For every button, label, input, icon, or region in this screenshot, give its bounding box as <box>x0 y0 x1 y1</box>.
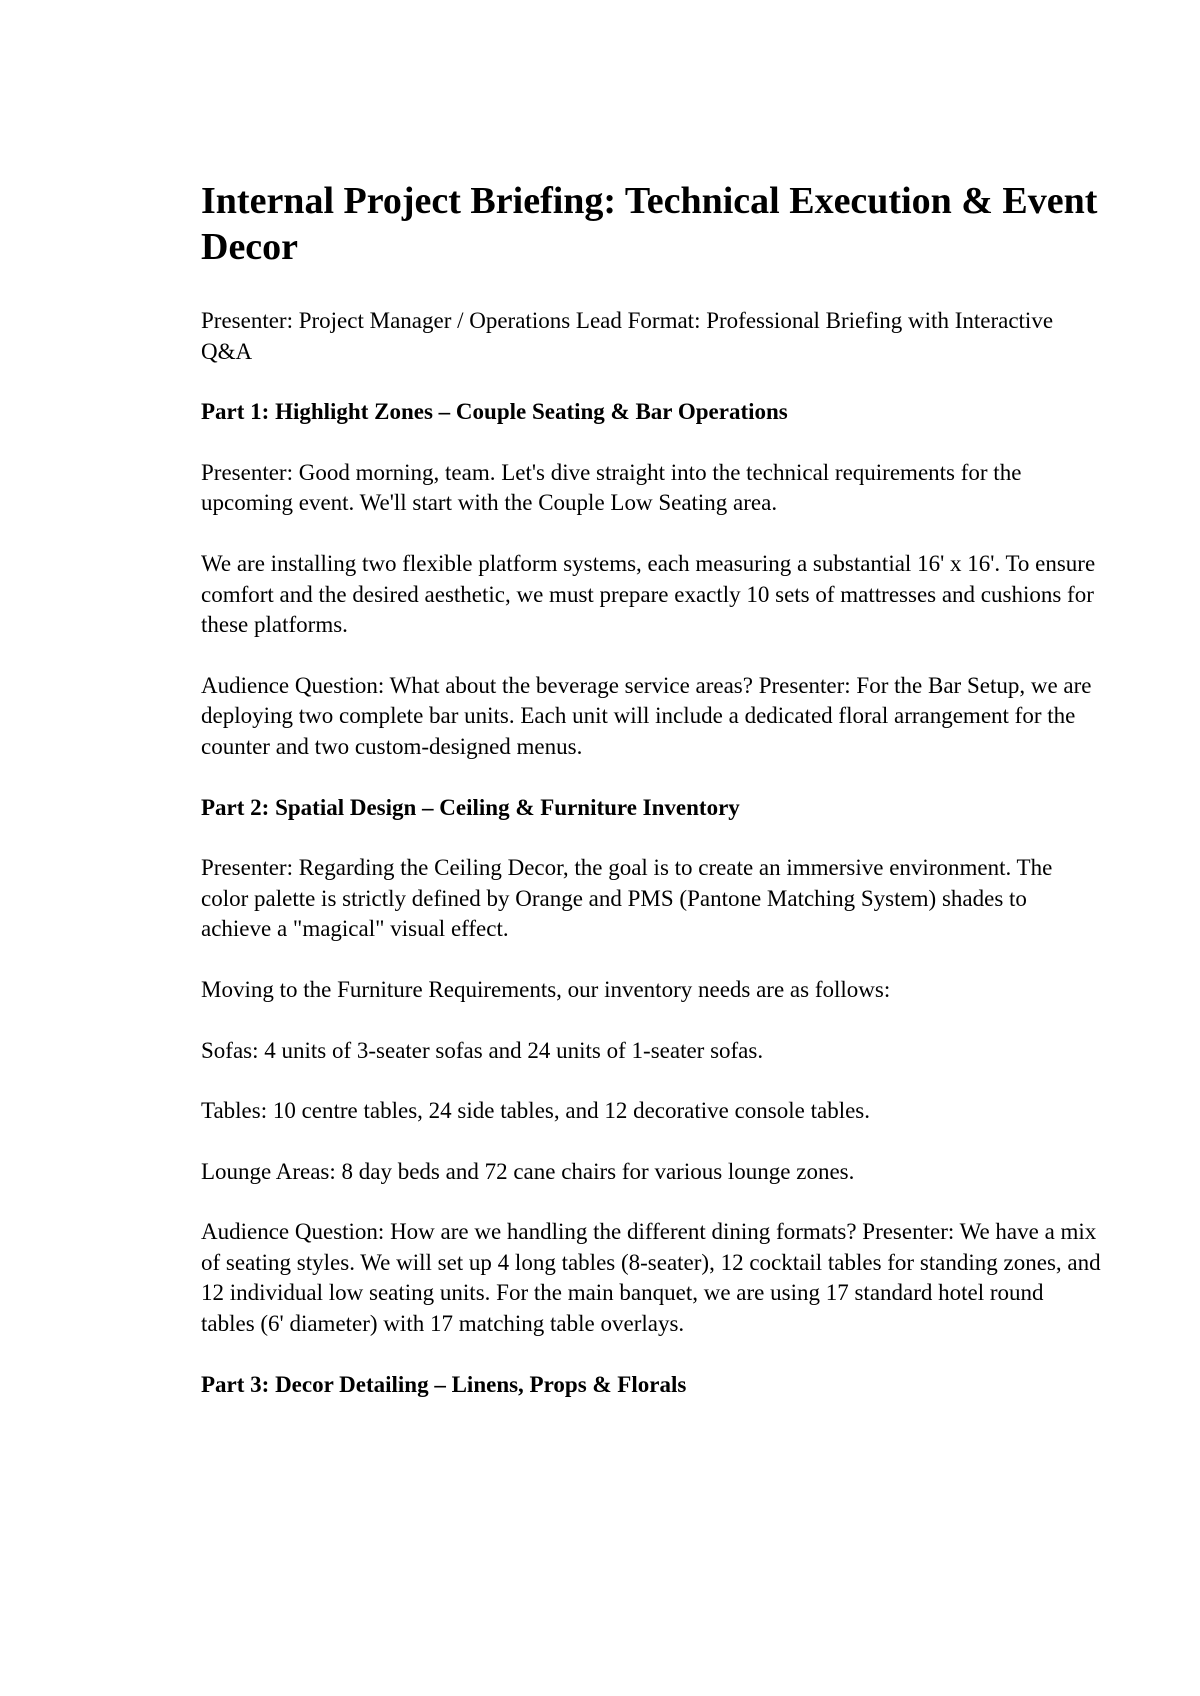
part2-paragraph-lounge: Lounge Areas: 8 day beds and 72 cane chairs for various lounge zones. <box>201 1158 855 1184</box>
part2-paragraph-tables: Tables: 10 centre tables, 24 side tables, and 12 decorative console tables. <box>201 1098 870 1124</box>
part1-paragraph-3: Audience Question: What about the beverage service areas? Presenter: For the Bar Setup, we are deploying two complete bar units. Each unit will include a dedicated floral arrangement for the counter and two custom-designed menus. <box>201 672 1092 759</box>
part1-paragraph-1: Presenter: Good morning, team. Let's dive straight into the technical requirements for the upcoming event. We'll start with the Couple Low Seating area. <box>201 459 1022 516</box>
presenter-intro: Presenter: Project Manager / Operations Lead Format: Professional Briefing with Interactive Q&A <box>201 308 1054 364</box>
part2-paragraph-1: Presenter: Regarding the Ceiling Decor, the goal is to create an immersive environment. The color palette is strictly defined by Orange and PMS (Pantone Matching System) shades to achieve a "magical" visual effect. <box>201 855 1053 942</box>
document-title: Internal Project Briefing: Technical Execution & Event Decor <box>201 180 1098 268</box>
document-body <box>201 178 1101 1430</box>
part1-paragraph-2: We are installing two flexible platform systems, each measuring a substantial 16' x 16'. To ensure comfort and the desired aesthetic, we must prepare exactly 10 sets of mattresses and cushions for these platforms. <box>201 550 1096 638</box>
part2-heading: Part 2: Spatial Design – Ceiling & Furniture Inventory <box>201 794 740 820</box>
part3-heading: Part 3: Decor Detailing – Linens, Props & Florals <box>201 1371 687 1397</box>
part2-paragraph-sofas: Sofas: 4 units of 3-seater sofas and 24 units of 1-seater sofas. <box>201 1037 764 1063</box>
part2-paragraph-dining: Audience Question: How are we handling the different dining formats? Presenter: We have a mix of seating styles. We will set up 4 long tables (8-seater), 12 cocktail tables for standing zones, and 12 individual low seating units. For the main banquet, we are using 17 standard hotel round tables (6' diameter) with 17 matching table overlays. <box>201 1219 1101 1337</box>
part1-heading: Part 1: Highlight Zones – Couple Seating & Bar Operations <box>201 399 788 425</box>
part2-paragraph-2: Moving to the Furniture Requirements, our inventory needs are as follows: <box>201 976 891 1002</box>
